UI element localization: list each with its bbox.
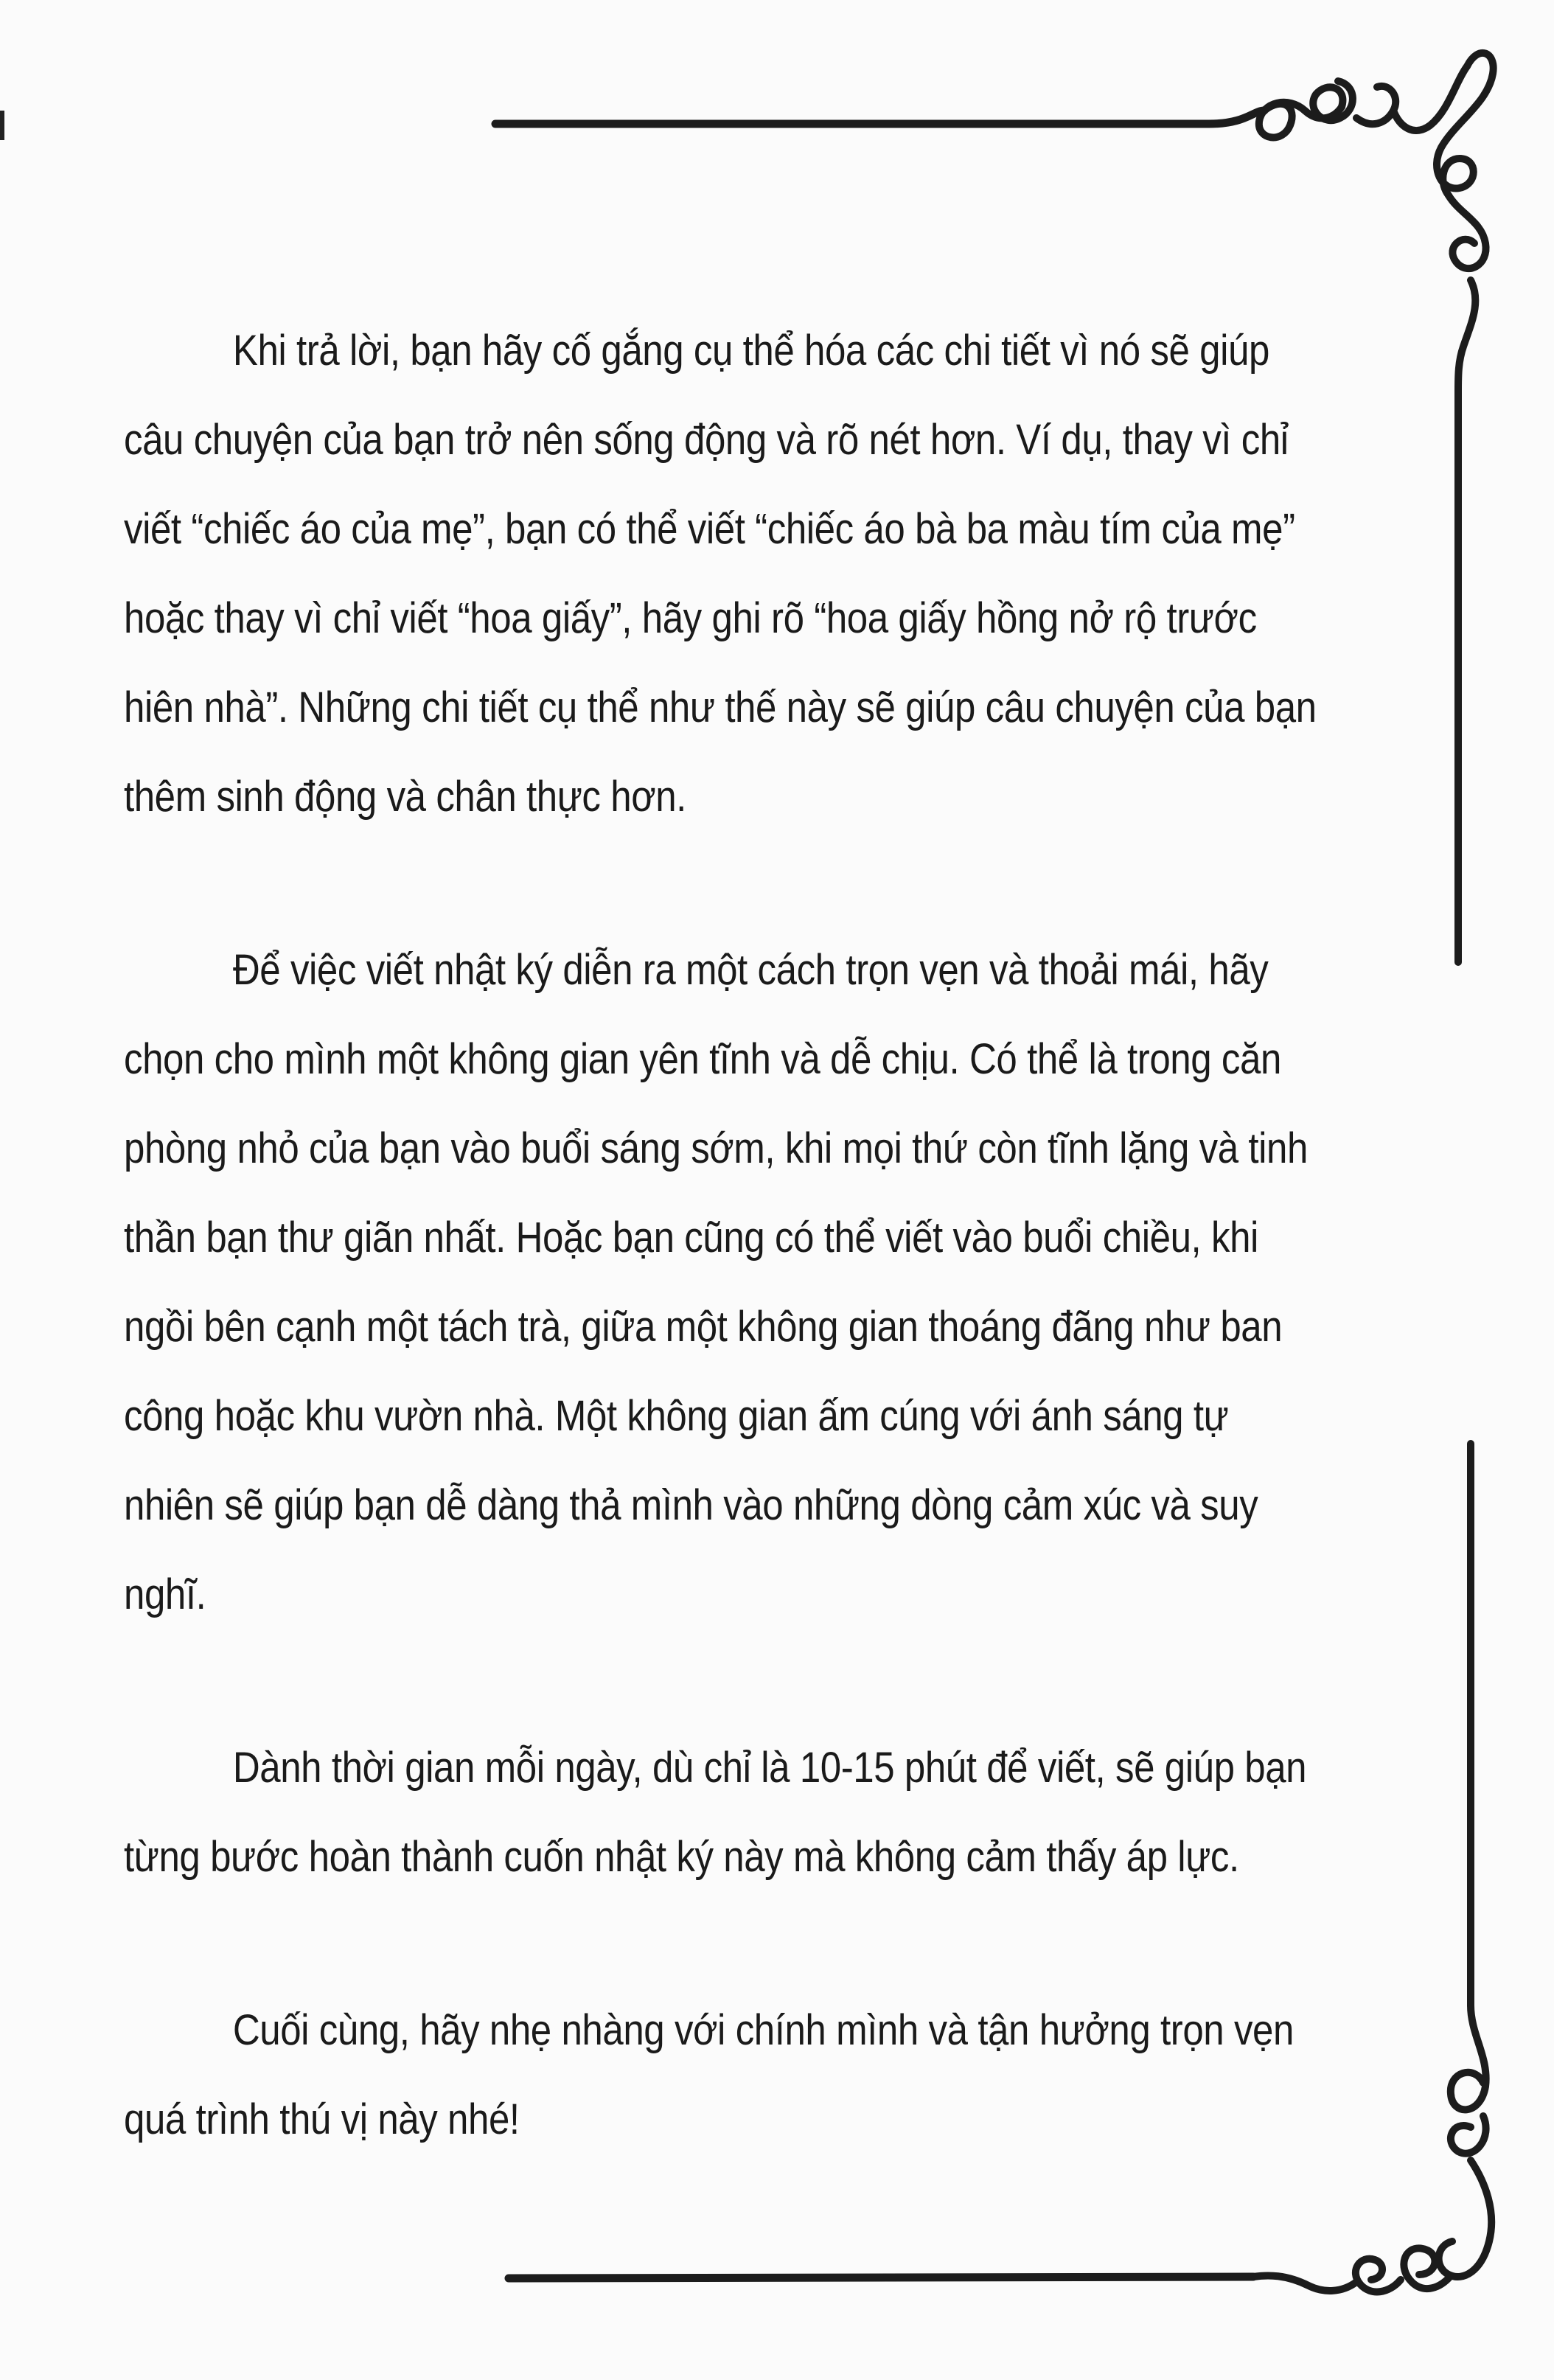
paragraph-4: Cuối cùng, hãy nhẹ nhàng với chính mình và tận hưởng trọn vẹn quá trình thú vị này nhé!	[124, 2006, 1294, 2143]
paragraph-3: Dành thời gian mỗi ngày, dù chỉ là 10-15 phút để viết, sẽ giúp bạn từng bước hoàn thành cuốn nhật ký này mà không cảm thấy áp lực.	[124, 1744, 1307, 1881]
body-text	[124, 306, 1318, 2248]
paragraph-2: Để việc viết nhật ký diễn ra một cách trọn vẹn và thoải mái, hãy chọn cho mình một không gian yên tĩnh và dễ chịu. Có thể là trong căn phòng nhỏ của bạn vào buổi sáng sớm, khi mọi thứ còn tĩnh lặng và tinh thần bạn thư giãn nhất. Hoặc bạn cũng có thể viết vào buổi chiều, khi ngồi bên cạnh một tách trà, giữa một không gian thoáng đãng như ban công hoặc khu vườn nhà. Một không gian ấm cúng với ánh sáng tự nhiên sẽ giúp bạn dễ dàng thả mình vào những dòng cảm xúc và suy nghĩ.	[124, 946, 1308, 1618]
page-edge-mark	[0, 111, 4, 140]
paragraph-1: Khi trả lời, bạn hãy cố gắng cụ thể hóa các chi tiết vì nó sẽ giúp câu chuyện của bạn trở nên sống động và rõ nét hơn. Ví dụ, thay vì chỉ viết “chiếc áo của mẹ”, bạn có thể viết “chiếc áo bà ba màu tím của mẹ” hoặc thay vì chỉ viết “hoa giấy”, hãy ghi rõ “hoa giấy hồng nở rộ trước hiên nhà”. Những chi tiết cụ thể như thế này sẽ giúp câu chuyện của bạn thêm sinh động và chân thực hơn.	[124, 327, 1317, 821]
bottom-rule	[509, 2277, 1253, 2278]
top-rule	[495, 111, 1264, 124]
